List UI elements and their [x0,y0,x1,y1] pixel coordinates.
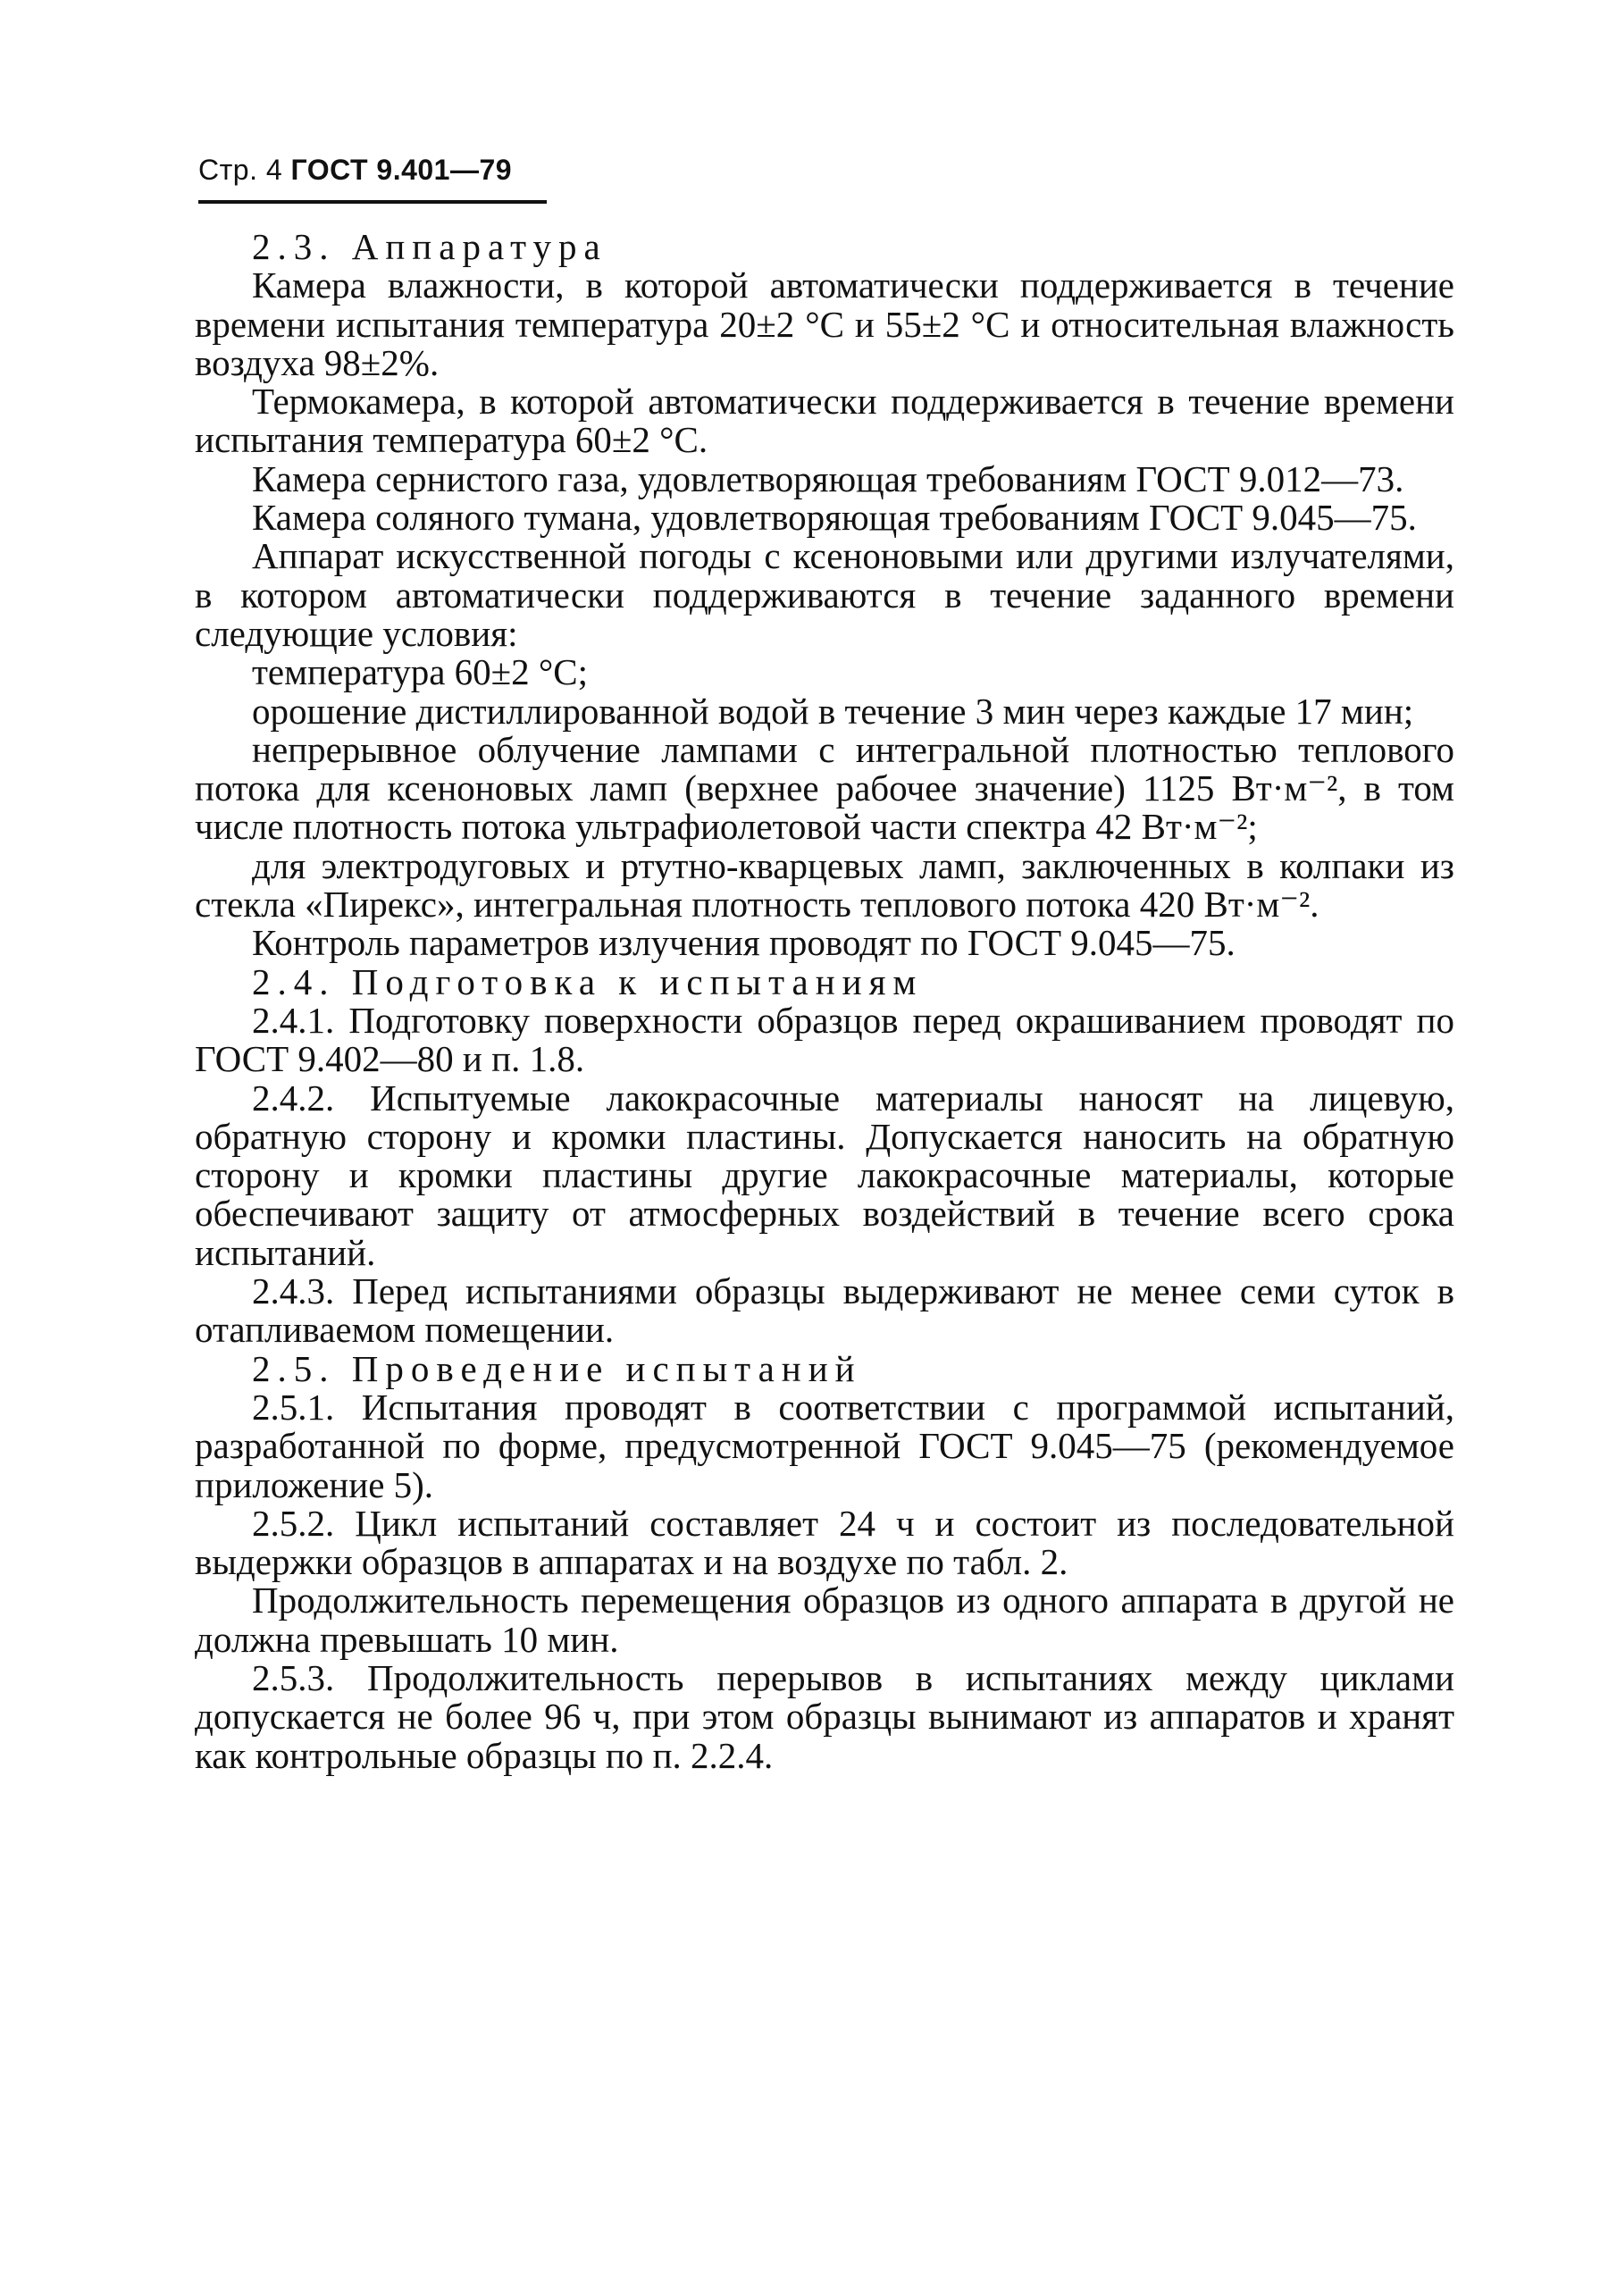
paragraph-sulfur-gas-chamber: Камера сернистого газа, удовлетворяющая требованиям ГОСТ 9.012—73. [252,457,1404,499]
paragraph-thermochamber: Термокамера, в которой автоматически поддерживается в течение времени испытания температура 60±2 °С. [195,381,1454,461]
paragraph-radiation-control: Контроль параметров излучения проводят по ГОСТ 9.045—75. [252,922,1236,964]
section-heading-apparatus: 2.3. Аппаратура [252,226,607,267]
paragraph-arc-lamps: для электродуговых и ртутно-кварцевых ламп, заключенных в колпаки из стекла «Пирекс», интегральная плотность теплового потока 420 Вт·м⁻². [195,844,1454,926]
paragraph-xenon-irradiation: непрерывное облучение лампами с интегральной плотностью теплового потока для ксеноновых ламп (верхнее рабочее значение) 1125 Вт·м⁻², в том числе плотность потока ультрафиолетовой части спектра 42 Вт·м⁻²; [195,728,1454,848]
paragraph-humidity-chamber: Камера влажности, в которой автоматически поддерживается в течение времени испытания температура 20±2 °С и 55±2 °С и относительная влажность воздуха 98±2%. [195,264,1454,383]
standard-number: ГОСТ 9.401—79 [290,154,513,186]
section-heading-preparation: 2.4. Подготовка к испытаниям [252,960,924,1002]
paragraph-2-5-3: 2.5.3. Продолжительность перерывов в испытаниях между циклами допускается не более 96 ч, при этом образцы вынимают из аппаратов и хранят как контрольные образцы по п. 2.2.4. [195,1656,1454,1776]
page-header [198,154,512,187]
paragraph-2-4-1: 2.4.1. Подготовку поверхности образцов перед окрашиванием проводят по ГОСТ 9.402—80 и п. 1.8. [195,999,1454,1080]
paragraph-irrigation: орошение дистиллированной водой в течение 3 мин через каждые 17 мин; [252,690,1414,732]
page-number: Стр. 4 [198,154,283,186]
paragraph-2-4-2: 2.4.2. Испытуемые лакокрасочные материалы наносят на лицевую, обратную сторону и кромки пластины. Допускается наносить на обратную сторону и кромки пластины другие лакокрасочные материалы, которые обеспечивают защиту от атмосферных воздействий в течение всего срока испытаний. [195,1077,1454,1273]
paragraph-salt-fog-chamber: Камера соляного тумана, удовлетворяющая требованиям ГОСТ 9.045—75. [252,497,1417,539]
section-heading-testing: 2.5. Проведение испытаний [252,1347,862,1389]
header-rule [198,200,547,204]
paragraph-2-5-1: 2.5.1. Испытания проводят в соответствии с программой испытаний, разработанной по форме, предусмотренной ГОСТ 9.045—75 (рекомендуемое приложение 5). [195,1386,1454,1505]
paragraph-temperature: температура 60±2 °С; [252,651,589,693]
body-text [195,228,1454,1775]
paragraph-transfer-duration: Продолжительность перемещения образцов из одного аппарата в другой не должна превышать 10 мин. [195,1580,1454,1660]
paragraph-weathering-apparatus: Аппарат искусственной погоды с ксеноновыми или другими излучателями, в котором автоматически поддерживаются в течение заданного времени следующие условия: [195,535,1454,654]
paragraph-2-4-3: 2.4.3. Перед испытаниями образцы выдерживают не менее семи суток в отапливаемом помещении. [195,1270,1454,1351]
paragraph-2-5-2: 2.5.2. Цикл испытаний составляет 24 ч и состоит из последовательной выдержки образцов в аппаратах и на воздухе по табл. 2. [195,1502,1454,1583]
